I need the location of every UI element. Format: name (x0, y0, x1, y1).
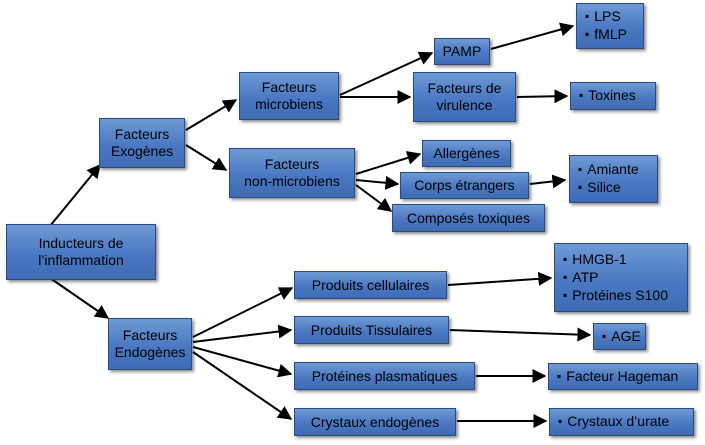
toxic-compounds-label: Composés toxiques (407, 209, 530, 226)
cellular-item-hmgb1: ▪ HMGB-1 (563, 251, 627, 269)
arrow-foreign-items (530, 180, 565, 184)
non-microbial-line-1: Facteurs (264, 156, 320, 172)
arrow-nonmicrobial-allergens (356, 154, 420, 174)
cellular-item-s100: ▪ Protéines S100 (563, 287, 668, 305)
cellular-item-atp: ▪ ATP (563, 269, 598, 287)
foreign-bodies-label: Corps étrangers (414, 177, 515, 193)
endogenous-line-1: Facteurs (122, 327, 178, 343)
virulence-item-toxines: ▪ Toxines (579, 87, 636, 105)
root-line-2: l’inflammation (38, 252, 124, 268)
arrow-nonmicrobial-toxic (356, 185, 391, 211)
arrow-exogenous-microbial (186, 100, 236, 130)
foreign-item-silice: ▪ Silice (578, 179, 621, 197)
non-microbial-line-2: non-microbiens (244, 173, 340, 189)
arrow-virulence-items (517, 96, 567, 97)
arrow-endogenous-crystals (193, 352, 291, 419)
allergens-node (422, 140, 511, 167)
exogenous-node (99, 118, 185, 168)
arrow-pamp-items (491, 26, 573, 49)
virulence-line-2: virulence (436, 97, 493, 113)
foreign-bodies-node (400, 172, 529, 199)
arrow-root-exogenous (50, 165, 100, 226)
foreign-items-node (569, 155, 658, 203)
root-line-1: Inducteurs de (38, 235, 124, 251)
foreign-item-amiante: ▪ Amiante (578, 161, 639, 179)
crystal-item-urate: ▪ Crystaux d’urate (558, 413, 669, 431)
exogenous-line-1: Facteurs (114, 126, 170, 142)
microbial-line-2: microbiens (255, 96, 323, 112)
endogenous-crystals-node (294, 408, 456, 436)
tissue-items-node (593, 323, 646, 350)
arrow-root-endogenous (50, 278, 108, 318)
exogenous-line-2: Exogènes (110, 143, 174, 159)
plasma-proteins-node (294, 362, 475, 390)
microbial-line-1: Facteurs (261, 79, 317, 95)
virulence-line-1: Facteurs de (427, 80, 502, 96)
arrow-cellular-items (448, 278, 551, 285)
tissue-products-node (294, 316, 449, 344)
arrow-exogenous-nonmicrobial (186, 145, 226, 170)
root-node (6, 224, 156, 280)
pamp-label: PAMP (442, 43, 482, 59)
plasma-proteins-label: Protéines plasmatiques (311, 367, 458, 384)
arrow-endogenous-cellular (193, 288, 292, 337)
microbial-node (239, 72, 339, 120)
cellular-products-label: Produits cellulaires (311, 276, 430, 293)
arrow-nonmicrobial-foreign (356, 180, 398, 184)
arrow-endogenous-plasma (193, 347, 291, 374)
cellular-products-node (294, 271, 447, 299)
plasma-items-node (548, 363, 698, 390)
pamp-node (434, 38, 490, 65)
virulence-node (413, 72, 516, 122)
tissue-item-age: ▪ AGE (602, 328, 641, 346)
pamp-item-fmlp: ▪ fMLP (585, 26, 627, 44)
cellular-items-node (554, 243, 688, 312)
pamp-items-node (576, 3, 644, 49)
virulence-items-node (570, 82, 656, 110)
toxic-compounds-node (392, 204, 545, 232)
arrow-tissue-items (450, 330, 590, 335)
pamp-item-lps: ▪ LPS (585, 8, 621, 26)
non-microbial-node (229, 148, 355, 198)
allergens-label: Allergènes (433, 145, 500, 161)
endogenous-crystals-label: Crystaux endogènes (310, 413, 440, 430)
crystal-items-node (549, 408, 694, 436)
endogenous-node (108, 318, 192, 370)
tissue-products-label: Produits Tissulaires (310, 321, 433, 338)
arrow-endogenous-tissue (193, 330, 291, 342)
plasma-item-hageman: ▪ Facteur Hageman (557, 368, 678, 386)
endogenous-line-2: Endogènes (114, 344, 186, 360)
